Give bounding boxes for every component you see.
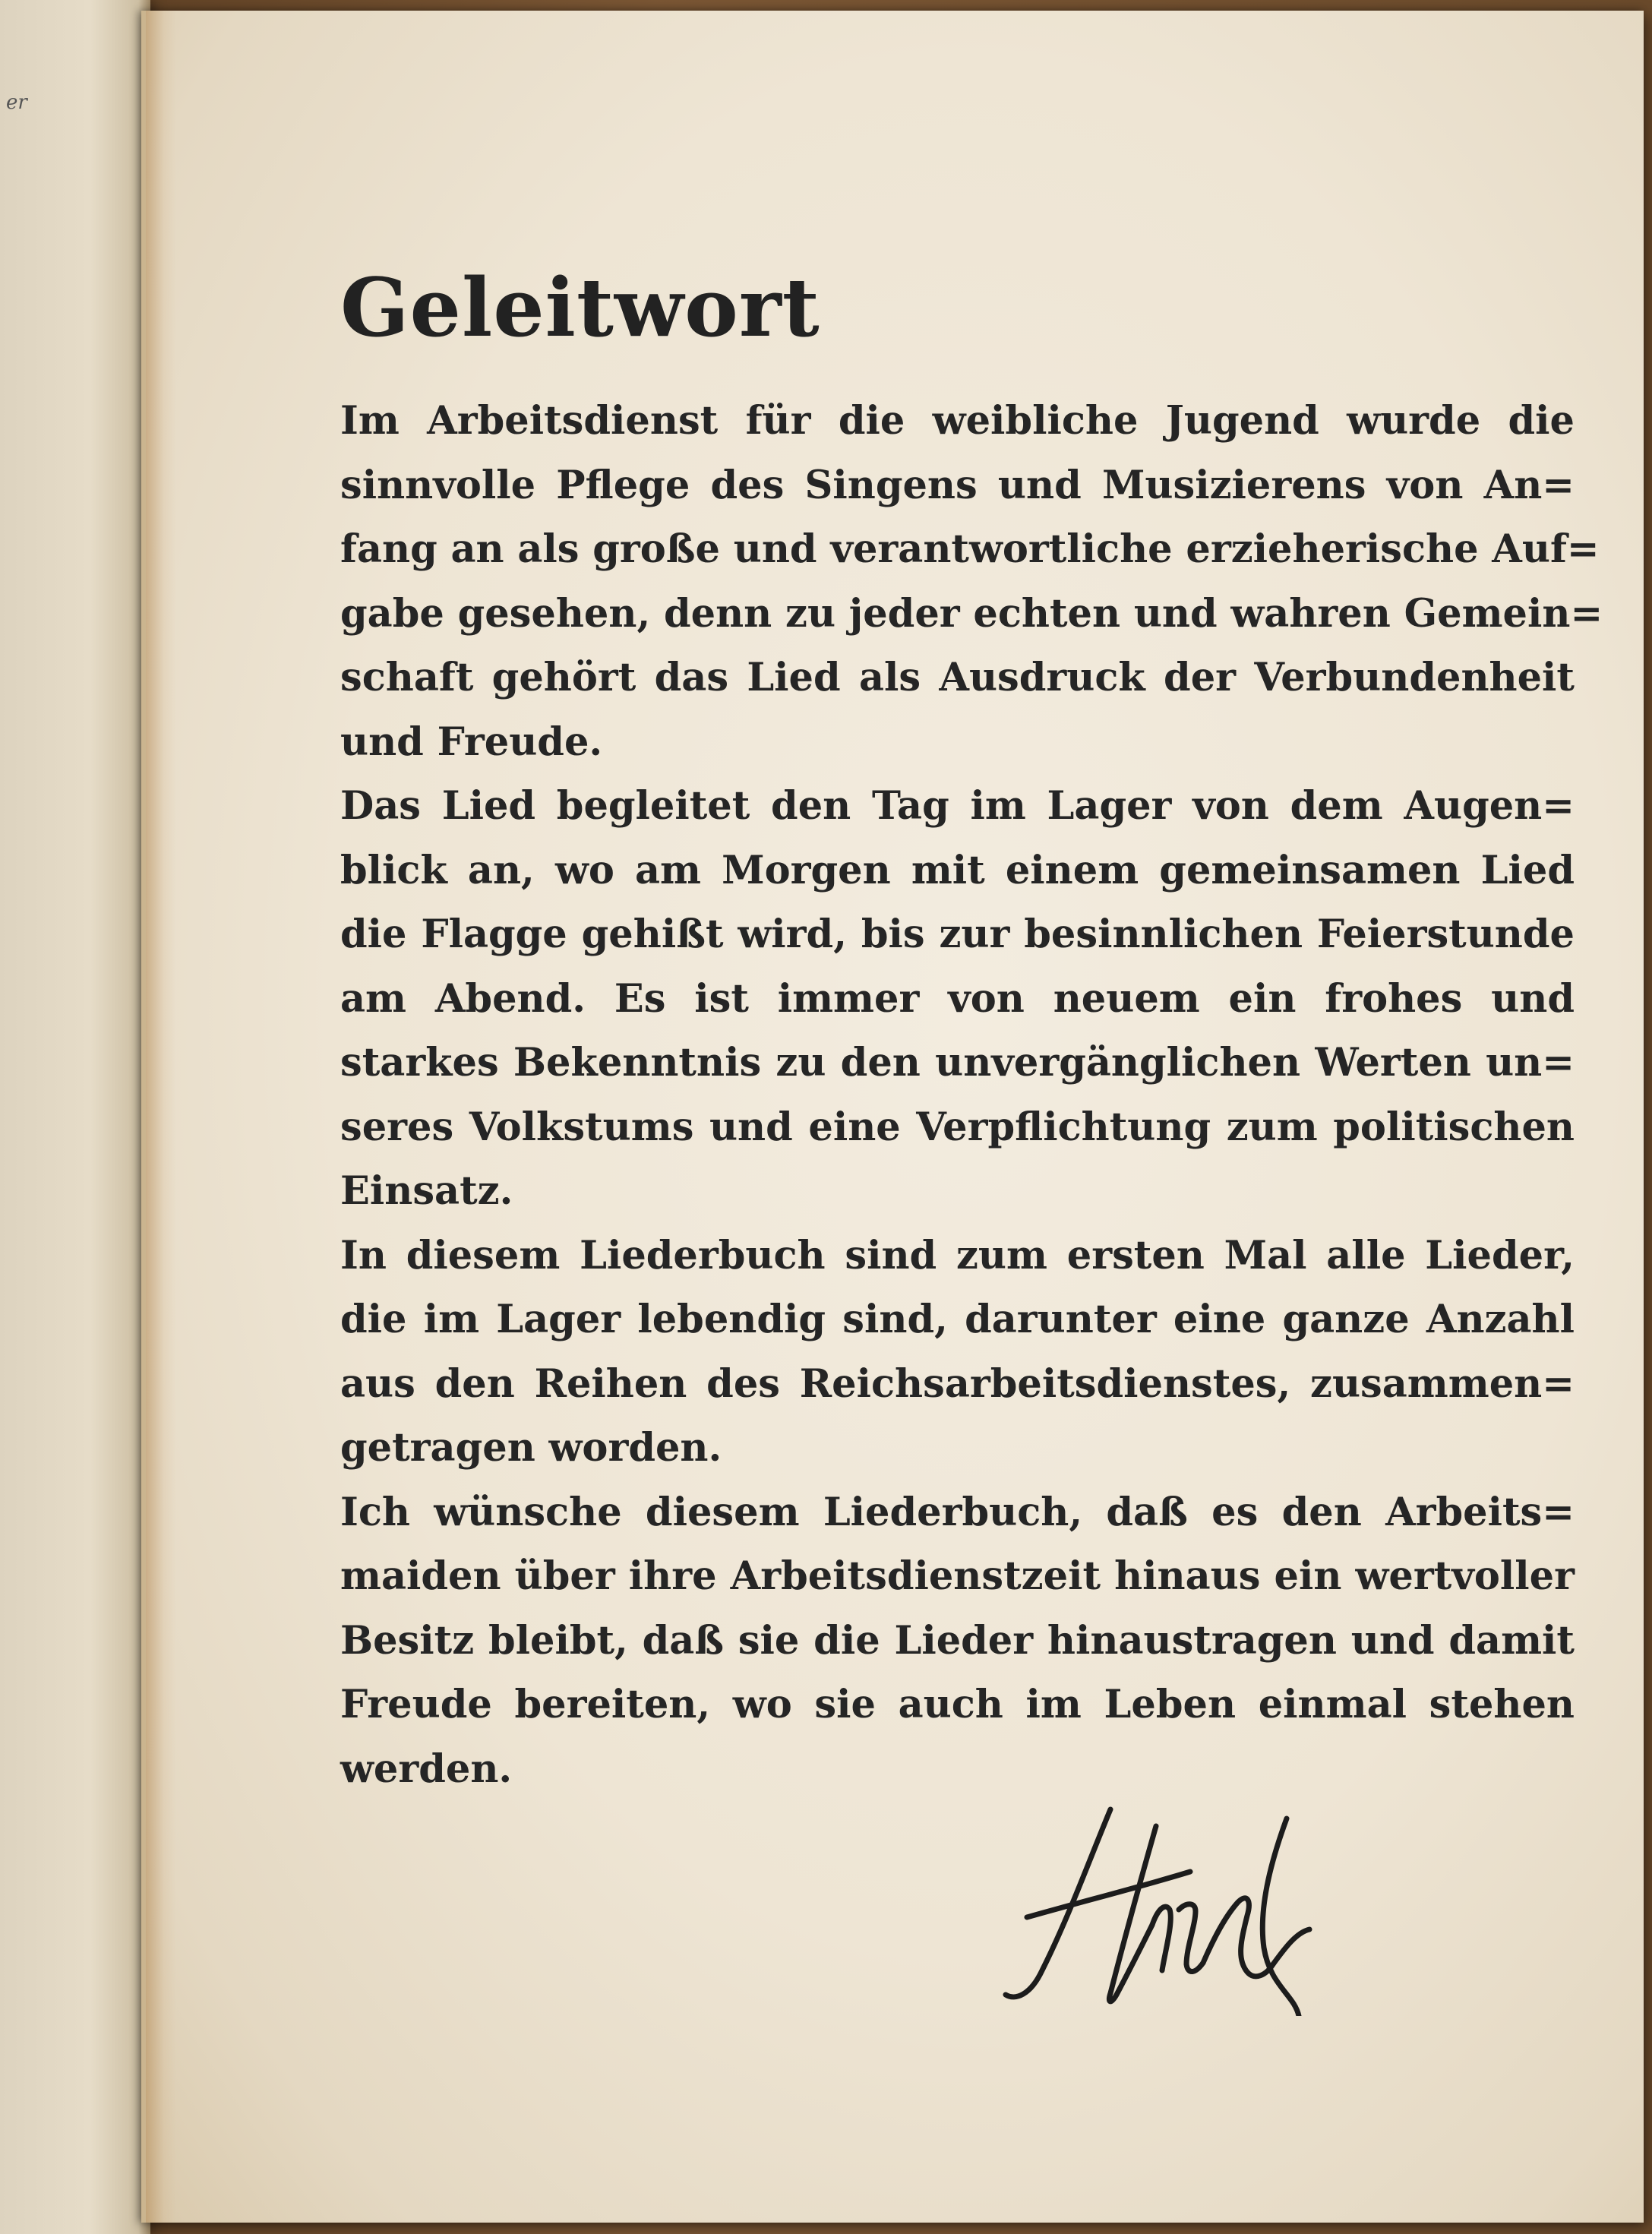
text-line: werden. <box>340 1746 513 1792</box>
text-line: die Flagge gehißt wird, bis zur besinnlichen Feierstunde <box>340 912 1575 957</box>
text-line: Besitz bleibt, daß sie die Lieder hinaustragen und damit <box>340 1617 1575 1664</box>
text-line: am Abend. Es ist immer von neuem ein frohes und <box>340 975 1575 1022</box>
text-line: Einsatz. <box>340 1168 513 1214</box>
text-line: aus den Reihen des Reichsarbeitsdienstes, zusammen= <box>340 1360 1575 1407</box>
document-page <box>141 11 1644 2223</box>
text-line: maiden über ihre Arbeitsdienstzeit hinaus ein wertvoller <box>340 1553 1575 1599</box>
page-edge-foxing <box>146 11 176 2223</box>
foreword-text <box>340 389 1603 1801</box>
text-line: Das Lied begleitet den Tag im Lager von dem Augen= <box>340 783 1575 829</box>
text-line: sinnvolle Pflege des Singens und Musizierens von An= <box>340 462 1575 508</box>
text-line: Ich wünsche diesem Liederbuch, daß es den Arbeits= <box>340 1489 1575 1535</box>
left-page-margin-mark: er <box>6 91 27 114</box>
handwritten-signature <box>997 1796 1354 2016</box>
text-line: getragen worden. <box>340 1425 722 1471</box>
text-line: starkes Bekenntnis zu den unvergänglichen Werten un= <box>340 1040 1575 1085</box>
text-line: fang an als große und verantwortliche erzieherische Auf= <box>340 526 1600 572</box>
text-line: schaft gehört das Lied als Ausdruck der Verbundenheit <box>340 655 1575 700</box>
text-line: Im Arbeitsdienst für die weibliche Jugend wurde die <box>340 398 1575 444</box>
text-line: die im Lager lebendig sind, darunter eine ganze Anzahl <box>340 1297 1575 1342</box>
text-line: blick an, wo am Morgen mit einem gemeinsamen Lied <box>340 847 1575 893</box>
text-line: gabe gesehen, denn zu jeder echten und wahren Gemein= <box>340 590 1603 637</box>
left-page <box>0 0 150 2234</box>
text-line: und Freude. <box>340 719 603 765</box>
text-line: seres Volkstums und eine Verpflichtung zum politischen <box>340 1104 1575 1150</box>
page-heading: Geleitwort <box>340 260 820 355</box>
text-line: In diesem Liederbuch sind zum ersten Mal alle Lieder, <box>340 1232 1575 1278</box>
text-line: Freude bereiten, wo sie auch im Leben einmal stehen <box>340 1682 1575 1727</box>
